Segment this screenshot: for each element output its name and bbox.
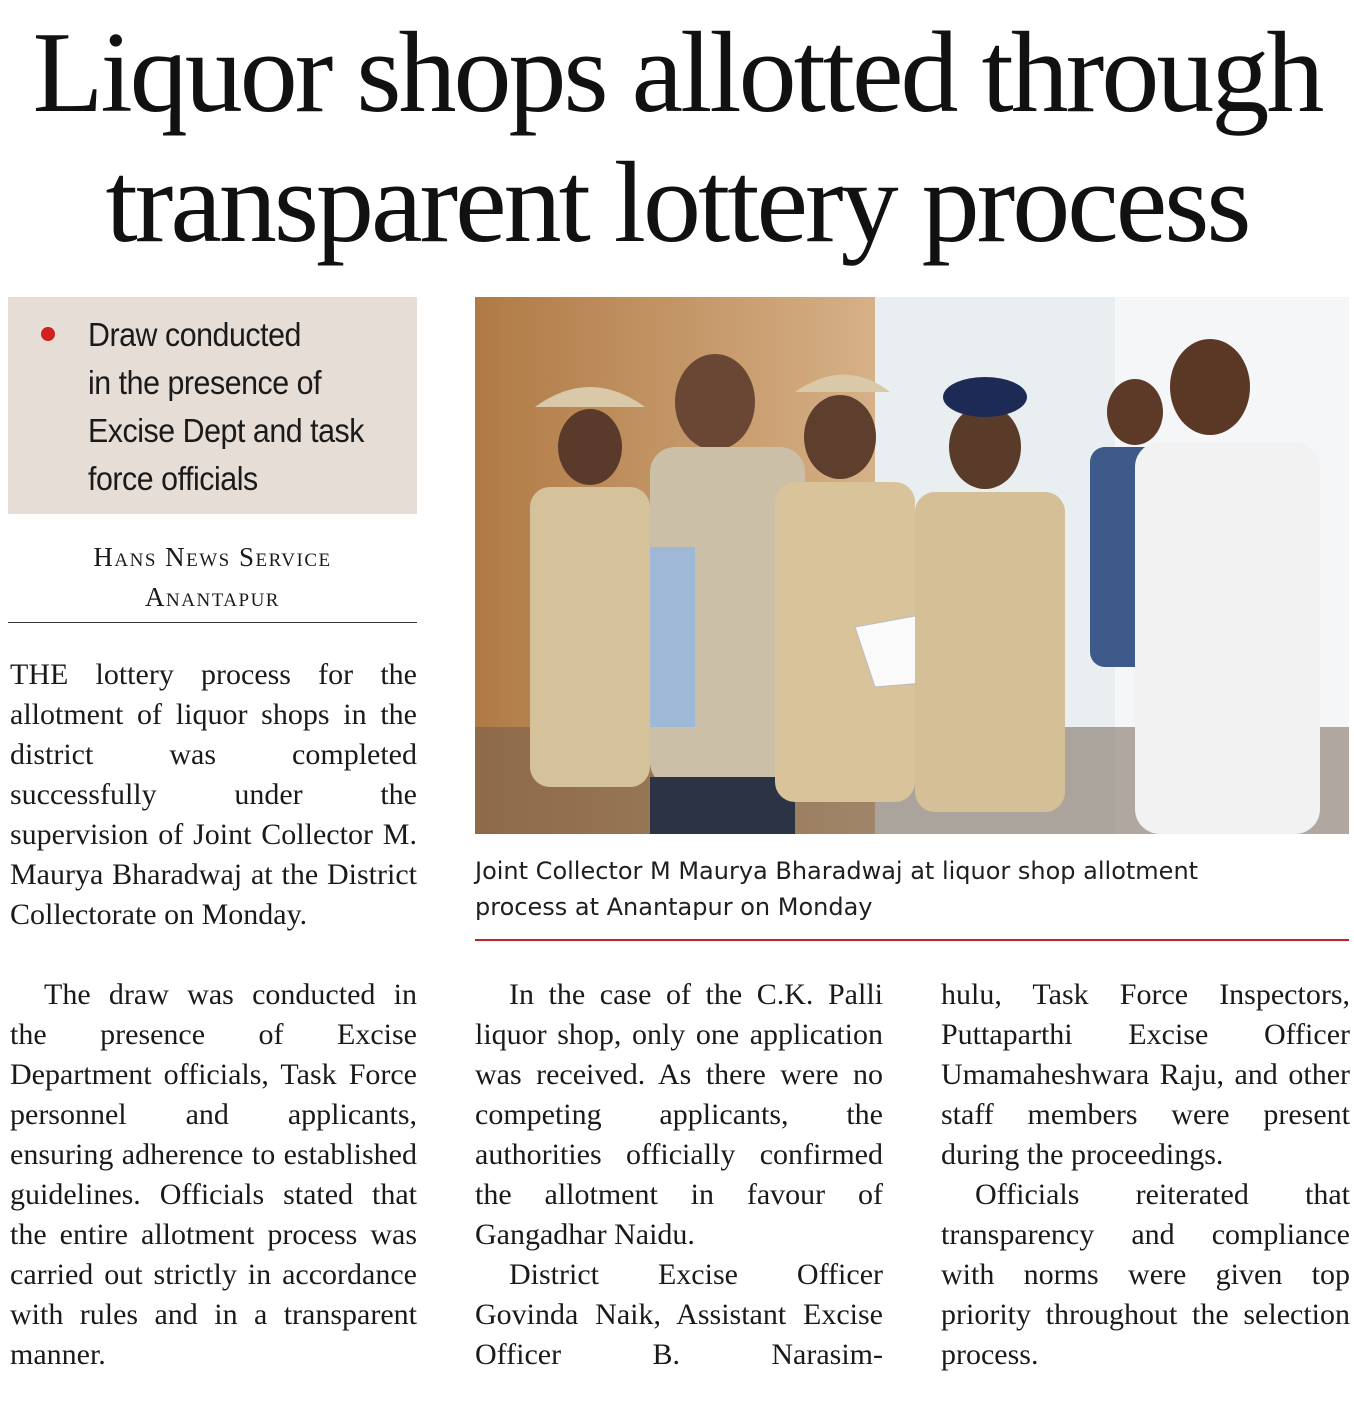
highlight-box [8,297,417,514]
highlight-line: Excise Dept and task [88,412,364,449]
byline-service: Hans News Service [93,542,332,572]
body-paragraph: Officials reiterated that transparency and compliance with norms were given top priority throughout the selection process. [941,1178,1350,1371]
news-photo [475,297,1349,834]
caption-line-2: process at Anantapur on Monday [475,893,873,921]
headline-line-2: transparent lottery process [105,139,1249,267]
body-column-3 [941,975,1350,1410]
officials-photo-illustration [475,297,1349,834]
highlight-line: Draw conducted [88,316,301,353]
body-paragraph: THE lottery process for the allotment of liquor shops in the district was completed successfully under the supervision of Joint Collector M. Maurya Bharadwaj at the District Collectorate on Monday. [10,658,417,931]
headline-line-1: Liquor shops allotted through [32,9,1322,137]
body-column-2 [475,975,883,1410]
body-column-1-continued [10,975,417,1410]
photo-caption [475,853,1349,925]
highlight-line: in the presence of [88,364,322,401]
body-paragraph: hulu, Task Force Inspectors, Puttaparthi Excise Officer Umamaheshwara Raju, and other staff members were present during the proceedings. [941,978,1350,1171]
body-paragraph: The draw was conducted in the presence of Excise Department officials, Task Force personnel and applicants, ensuring adherence to established guidelines. Officials stated that the entire allotment process was carried out strictly in accordance with rules and in a transparent manner. [10,978,417,1371]
body-paragraph: District Excise Officer Govinda Naik, Assistant Excise Officer B. Narasim- [475,1258,883,1371]
highlight-text [88,311,382,503]
body-paragraph: In the case of the C.K. Palli liquor shop, only one application was received. As there were no competing applicants, the authorities officially confirmed the allotment in favour of Gangadhar Naidu. [475,978,883,1251]
headline [0,8,1354,268]
byline-location: Anantapur [145,582,280,612]
body-column-1 [10,655,417,975]
bullet-icon [41,327,55,341]
byline-divider [8,622,417,623]
caption-line-1: Joint Collector M Maurya Bharadwaj at liquor shop allotment [475,857,1199,885]
caption-divider [475,939,1349,941]
byline [8,537,417,617]
highlight-line: force officials [88,460,258,497]
